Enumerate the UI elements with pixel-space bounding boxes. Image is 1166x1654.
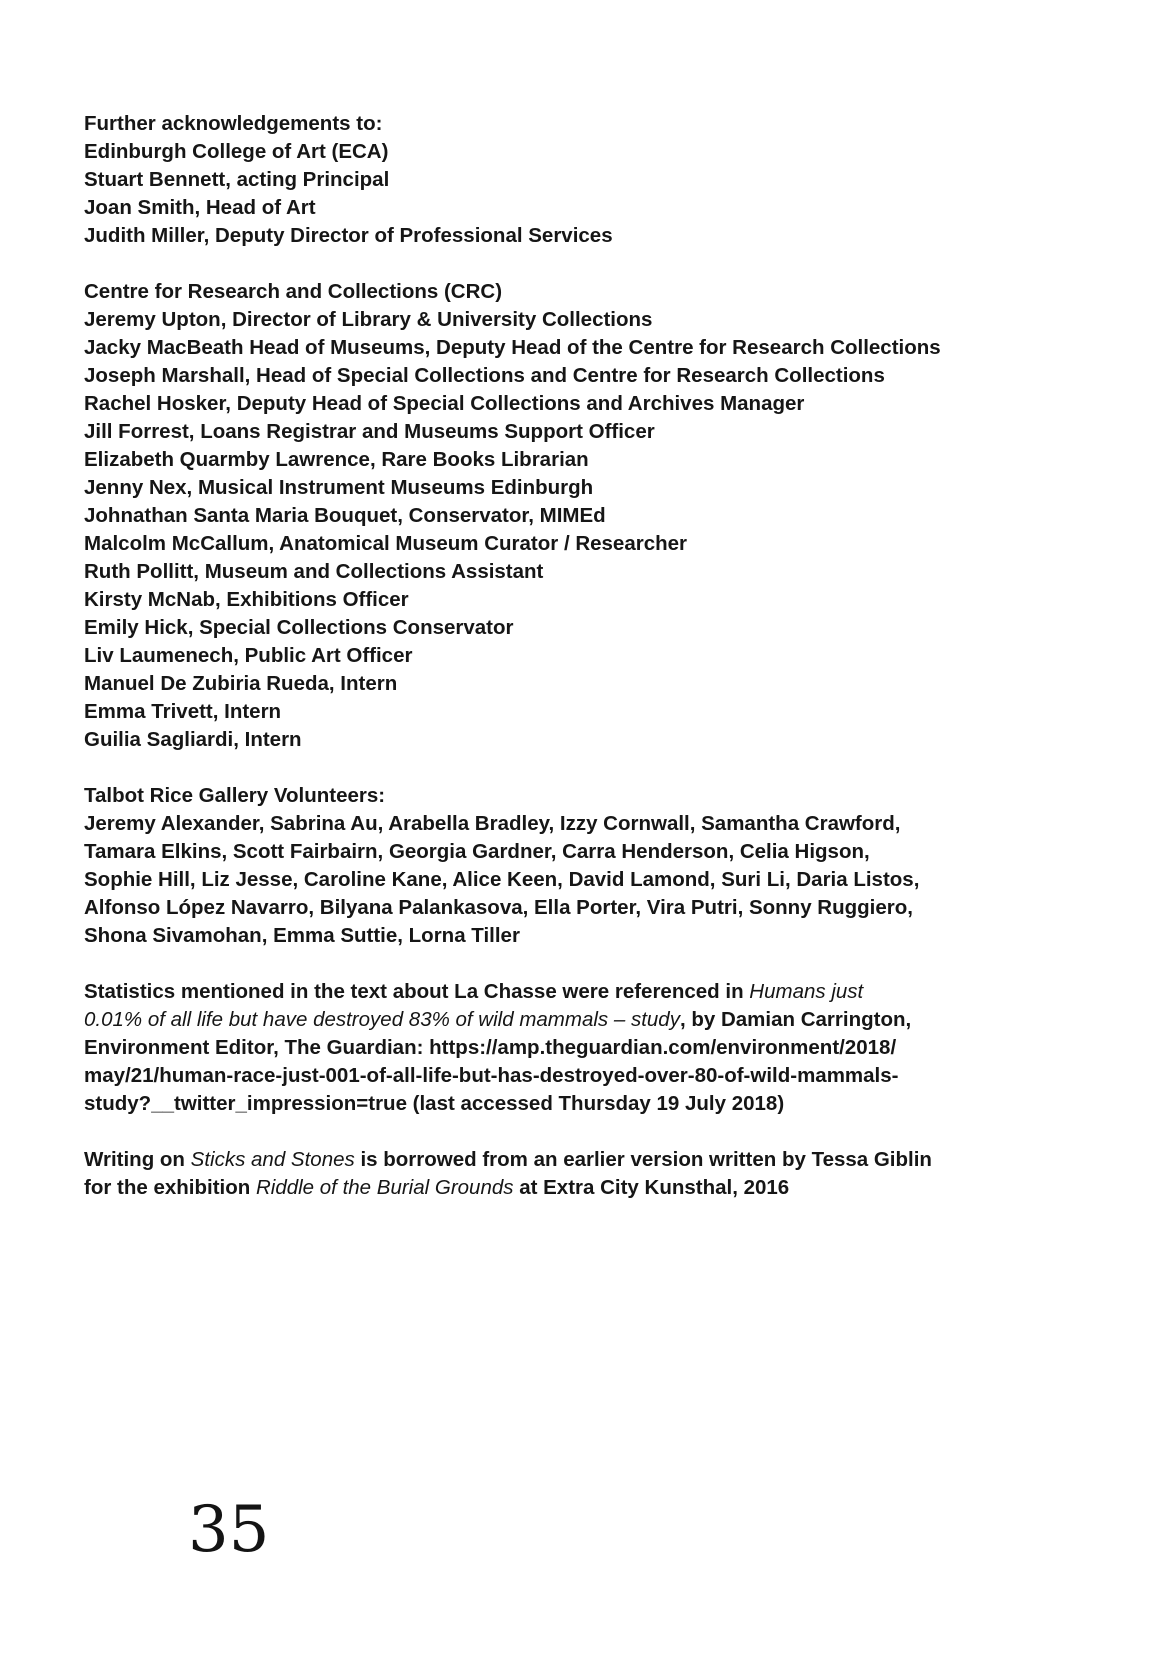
text-run: Jenny Nex, Musical Instrument Museums Edinburgh bbox=[84, 476, 594, 499]
text-line bbox=[84, 502, 1094, 530]
text-line bbox=[84, 922, 1094, 950]
section-centre-for-research-and-collections bbox=[84, 278, 1094, 754]
text-run: Writing on bbox=[84, 1148, 191, 1171]
text-run: Guilia Sagliardi, Intern bbox=[84, 728, 302, 751]
text-line bbox=[84, 194, 1094, 222]
text-line bbox=[84, 978, 1094, 1006]
text-line bbox=[84, 614, 1094, 642]
text-line bbox=[84, 530, 1094, 558]
text-run: at Extra City Kunsthal, 2016 bbox=[513, 1176, 790, 1199]
text-run: Joseph Marshall, Head of Special Collections and Centre for Research Collections bbox=[84, 364, 885, 387]
text-run: for the exhibition bbox=[84, 1176, 256, 1199]
text-line bbox=[84, 894, 1094, 922]
text-line bbox=[84, 1090, 1094, 1118]
text-line bbox=[84, 138, 1094, 166]
text-run: Emily Hick, Special Collections Conservator bbox=[84, 616, 514, 639]
text-line bbox=[84, 726, 1094, 754]
text-run: may/21/human-race-just-001-of-all-life-but-has-destroyed-over-80-of-wild-mammals- bbox=[84, 1064, 899, 1087]
text-run: Centre for Research and Collections (CRC) bbox=[84, 280, 503, 303]
text-line bbox=[84, 1006, 1094, 1034]
text-line bbox=[84, 642, 1094, 670]
text-line bbox=[84, 1146, 1094, 1174]
text-run: Ruth Pollitt, Museum and Collections Assistant bbox=[84, 560, 544, 583]
section-writing-credit bbox=[84, 1146, 1094, 1202]
text-line bbox=[84, 698, 1094, 726]
text-run: Jeremy Upton, Director of Library & University Collections bbox=[84, 308, 653, 331]
text-run: is borrowed from an earlier version written by Tessa Giblin bbox=[354, 1148, 932, 1171]
italic-text-run: 0.01% of all life but have destroyed 83% of wild mammals – study bbox=[84, 1008, 680, 1031]
italic-text-run: Humans just bbox=[749, 980, 864, 1003]
text-run: Jeremy Alexander, Sabrina Au, Arabella Bradley, Izzy Cornwall, Samantha Crawford, bbox=[84, 812, 901, 835]
text-run: Malcolm McCallum, Anatomical Museum Curator / Researcher bbox=[84, 532, 688, 555]
section-talbot-rice-gallery-volunteers bbox=[84, 782, 1094, 950]
section-statistics-reference bbox=[84, 978, 1094, 1118]
text-run: Talbot Rice Gallery Volunteers: bbox=[84, 784, 386, 807]
text-line bbox=[84, 166, 1094, 194]
text-run: Emma Trivett, Intern bbox=[84, 700, 282, 723]
italic-text-run: Riddle of the Burial Grounds bbox=[255, 1176, 514, 1199]
text-line bbox=[84, 362, 1094, 390]
text-line bbox=[84, 278, 1094, 306]
text-line bbox=[84, 1034, 1094, 1062]
page-body-text bbox=[84, 110, 1094, 1230]
text-run: Rachel Hosker, Deputy Head of Special Collections and Archives Manager bbox=[84, 392, 805, 415]
text-run: Shona Sivamohan, Emma Suttie, Lorna Tiller bbox=[84, 924, 520, 947]
page-number: 35 bbox=[188, 1493, 270, 1567]
italic-text-run: Sticks and Stones bbox=[190, 1148, 355, 1171]
text-line bbox=[84, 418, 1094, 446]
text-run: study?__twitter_impression=true (last accessed Thursday 19 July 2018) bbox=[84, 1092, 785, 1115]
text-run: Sophie Hill, Liz Jesse, Caroline Kane, Alice Keen, David Lamond, Suri Li, Daria Listos, bbox=[84, 868, 920, 891]
text-line bbox=[84, 810, 1094, 838]
text-line bbox=[84, 866, 1094, 894]
text-run: Edinburgh College of Art (ECA) bbox=[84, 140, 389, 163]
text-line bbox=[84, 782, 1094, 810]
text-run: , by Damian Carrington, bbox=[679, 1008, 912, 1031]
text-line bbox=[84, 110, 1094, 138]
text-run: Environment Editor, The Guardian: https://amp.theguardian.com/environment/2018/ bbox=[84, 1036, 897, 1059]
text-run: Judith Miller, Deputy Director of Professional Services bbox=[84, 224, 613, 247]
text-line bbox=[84, 446, 1094, 474]
text-run: Johnathan Santa Maria Bouquet, Conservator, MIMEd bbox=[84, 504, 606, 527]
text-line bbox=[84, 586, 1094, 614]
text-run: Jill Forrest, Loans Registrar and Museums Support Officer bbox=[84, 420, 655, 443]
text-run: Tamara Elkins, Scott Fairbairn, Georgia Gardner, Carra Henderson, Celia Higson, bbox=[84, 840, 870, 863]
section-further-acknowledgements bbox=[84, 110, 1094, 250]
text-run: Stuart Bennett, acting Principal bbox=[84, 168, 390, 191]
text-line bbox=[84, 390, 1094, 418]
text-run: Kirsty McNab, Exhibitions Officer bbox=[84, 588, 409, 611]
text-line bbox=[84, 838, 1094, 866]
text-run: Alfonso López Navarro, Bilyana Palankasova, Ella Porter, Vira Putri, Sonny Ruggiero, bbox=[84, 896, 913, 919]
text-run: Further acknowledgements to: bbox=[84, 112, 383, 135]
text-run: Liv Laumenech, Public Art Officer bbox=[84, 644, 413, 667]
text-line bbox=[84, 558, 1094, 586]
text-line bbox=[84, 474, 1094, 502]
text-run: Manuel De Zubiria Rueda, Intern bbox=[84, 672, 398, 695]
text-run: Elizabeth Quarmby Lawrence, Rare Books Librarian bbox=[84, 448, 589, 471]
text-run: Joan Smith, Head of Art bbox=[84, 196, 316, 219]
text-line bbox=[84, 306, 1094, 334]
text-line bbox=[84, 334, 1094, 362]
text-line bbox=[84, 222, 1094, 250]
text-line bbox=[84, 670, 1094, 698]
text-line bbox=[84, 1062, 1094, 1090]
text-run: Jacky MacBeath Head of Museums, Deputy Head of the Centre for Research Collections bbox=[84, 336, 941, 359]
text-run: Statistics mentioned in the text about La Chasse were referenced in bbox=[84, 980, 750, 1003]
text-line bbox=[84, 1174, 1094, 1202]
